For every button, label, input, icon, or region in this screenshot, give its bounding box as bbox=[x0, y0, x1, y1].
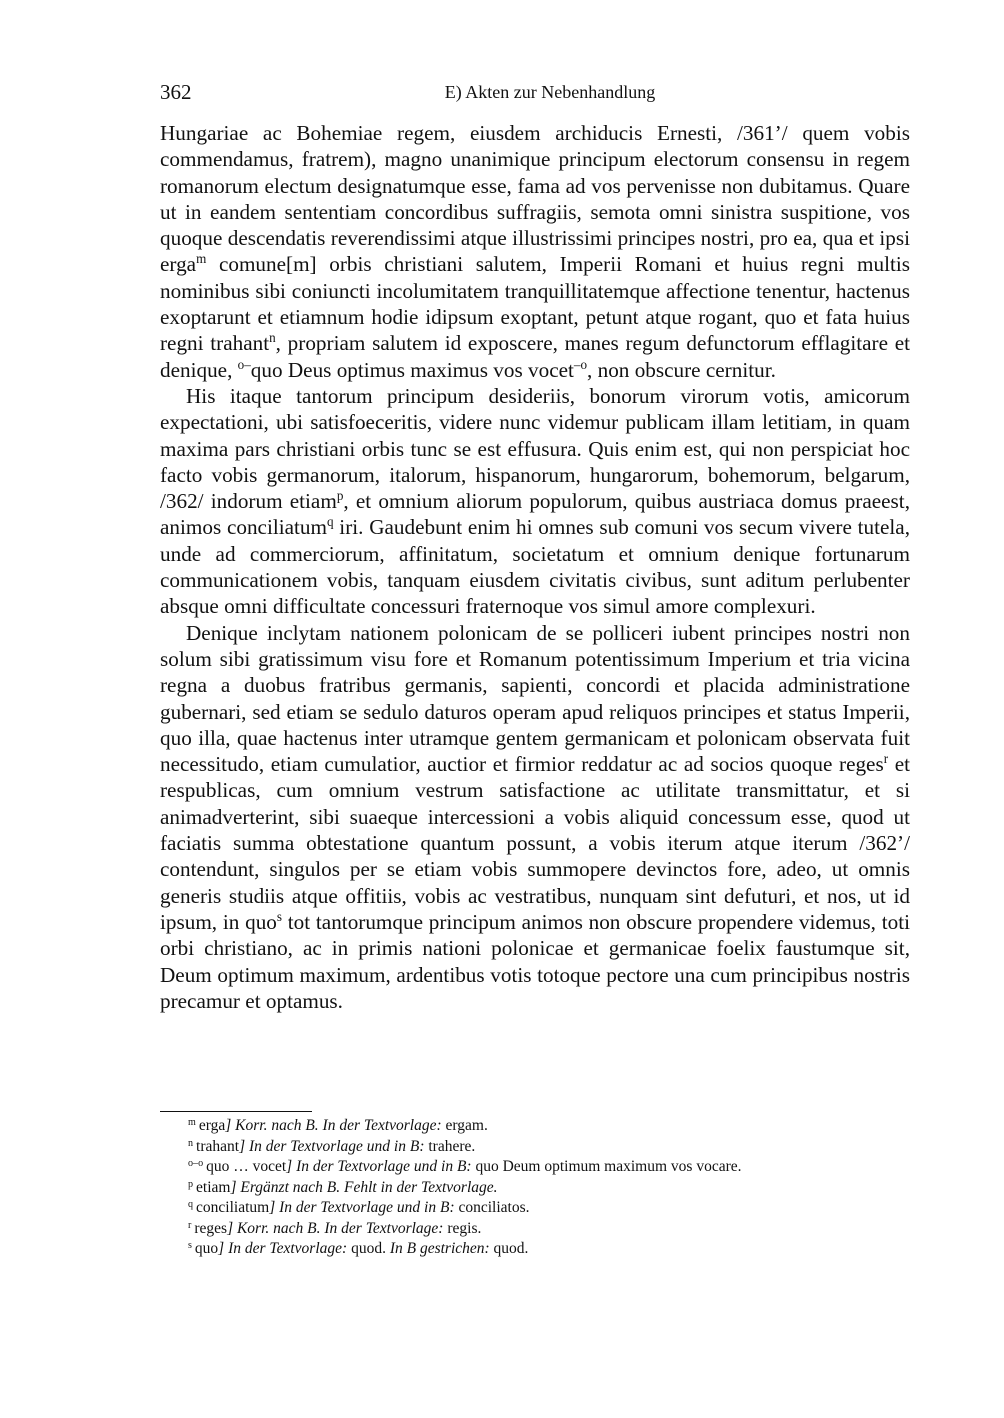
footnote-divider bbox=[160, 1111, 312, 1112]
footnote-lemma: quo bbox=[194, 1240, 219, 1257]
footnote-item bbox=[188, 1137, 908, 1158]
text-segment: His itaque tantorum principum desideriis, bonorum virorum votis, amicorum expectationi, ubi satisfoeceritis, videre nunc videmur publicam illam letitiam, in quam maxima pars christiani orbis tunc se est effusura. Quis enim est, qui non perspiciat hoc facto vobis germanorum, italorum, hispanorum, hungarorum, bohemorum, belgarum, /362/ indorum etiam bbox=[160, 383, 910, 514]
text-segment: et respublicas, cum omnium vestrum satisfactione ac utilitate transmittatur, et si animadverterint, sibi suaeque intercessioni a vobis aliquid concessum esse, quod ut faciatis summa obtestatione quantum possunt, a vobis iterum atque iterum /362’/ contendunt, singulos per se etiam vobis summopere devinctos fore, adeo, ut omnis generis studiis atque offitiis, vobis ac vestratibus, nunquam sint defuturi, et nos, ut id ipsum, in quo bbox=[160, 752, 910, 934]
text-segment: quo Deus optimus maximus vos vocet bbox=[250, 357, 574, 382]
text-segment: , et omnium aliorum populorum, quibus austriaca domus praeest, animos conciliatum bbox=[160, 489, 910, 540]
running-title: E) Akten zur Nebenhandlung bbox=[444, 82, 656, 102]
paragraph-2 bbox=[160, 383, 910, 620]
footnote-item bbox=[188, 1178, 908, 1199]
footnote-item bbox=[188, 1198, 908, 1219]
footnote-mark: p bbox=[188, 1178, 194, 1190]
text-segment: , propriam salutem id exposcere, manes regum defunctorum efflagitare et denique, bbox=[160, 331, 910, 382]
text-segment: comune[m] orbis christiani salutem, Imperii Romani et huius regni multis nominibus sibi coniuncti incolumitatem tranquillitatemque affectione tenentur, hactenus exoptarunt et etiamnum hodie idipsum exoptant, petunt atque rogant, quo et fata huius regni trahant bbox=[160, 252, 910, 356]
footnote-lemma: reges bbox=[194, 1219, 228, 1237]
footnote-item bbox=[188, 1239, 908, 1260]
footnote-lemma: trahant bbox=[196, 1137, 240, 1155]
footnote-text: quod. bbox=[489, 1240, 529, 1257]
footnote-lemma: etiam bbox=[196, 1178, 231, 1196]
text-segment: tot tantorumque principum animos non obscure propendere videmus, toti orbi christiano, ac in primis nationi polonicae et germanicae foelix faustumque sit, Deum optimum maximum, ardentibus votis totoque pectore una cum principibus nostris precamur et optamus. bbox=[160, 909, 911, 1013]
footnote-lemma: conciliatum bbox=[196, 1199, 270, 1216]
footnote-note: ] In der Textvorlage und in B: bbox=[286, 1158, 472, 1175]
paragraph-1 bbox=[160, 120, 910, 383]
footnote-lemma: erga bbox=[198, 1117, 226, 1134]
footnote-ref-o-open: o– bbox=[237, 356, 251, 372]
footnote-note: ] Korr. nach B. In der Textvorlage: bbox=[225, 1117, 442, 1134]
footnote-ref-s: s bbox=[276, 909, 283, 925]
text-segment: , non obscure cernitur. bbox=[587, 357, 776, 382]
footnote-ref-n: n bbox=[269, 330, 276, 346]
footnotes bbox=[188, 1116, 908, 1260]
footnote-ref-o-close: –o bbox=[573, 356, 588, 372]
footnote-item bbox=[188, 1219, 908, 1240]
footnote-mark: o–o bbox=[188, 1158, 204, 1170]
page-number: 362 bbox=[160, 80, 192, 104]
footnote-text: quod. bbox=[347, 1240, 390, 1257]
text-segment: Hungariae ac Bohemiae regem, eiusdem archiducis Ernesti, /361’/ quem vobis commendamus, fratrem), magno unanimique principum electorum consensu in regem romanorum electum designatumque esse, fama ad vos pervenisse non dubitamus. Quare ut in eandem sententiam concordibus suffragiis, semota omni sinistra suspitione, vos quoque descendatis reverendissimi atque illustrissimi principes nostri, pro ea, qua et ipsi erga bbox=[160, 121, 910, 277]
footnote-mark: q bbox=[188, 1199, 194, 1211]
footnote-ref-p: p bbox=[336, 488, 344, 504]
footnote-text: quo Deum optimum maximum vos vocare. bbox=[471, 1158, 742, 1175]
text-segment: Denique inclytam nationem polonicam de se polliceri iubent principes nostri non solum sibi gratissimum visu fore et Romanum potentissimum Imperium et tria vicina regna a duobus fratribus germanis, sapienti, concordi et placida administratione gubernari, sed etiam se sedulo daturos operam apud reliquos principes et status Imperii, quo illa, quae hactenus inter utramque gentem germanicam et polonicam observata fuit necessitudo, etiam cumulatior, auctior et firmior reddatur ac ad socios quoque reges bbox=[160, 620, 910, 777]
footnote-mark: r bbox=[188, 1219, 192, 1231]
paragraph-3 bbox=[160, 620, 910, 1014]
footnote-text: ergam. bbox=[441, 1117, 488, 1134]
footnote-note: ] Ergänzt nach B. Fehlt in der Textvorlage. bbox=[230, 1178, 498, 1196]
footnote-mark: n bbox=[188, 1137, 194, 1149]
footnote-item bbox=[188, 1116, 908, 1137]
footnote-note: ] In der Textvorlage und in B: bbox=[239, 1137, 425, 1155]
footnote-mark: s bbox=[188, 1240, 192, 1252]
footnote-note: ] In der Textvorlage: bbox=[218, 1240, 348, 1257]
text-segment: iri. Gaudebunt enim hi omnes sub comuni vos secum vivere tutela, unde ad commerciorum, affinitatum, societatum et omnium denique fortunarum communicationem vobis, tanquam eiusdem civitatis civibus, sunt aditum perlubenter absque omni difficultate concessuri fraternoque vos simul amore complexuri. bbox=[160, 515, 910, 619]
page-header bbox=[160, 80, 910, 110]
footnote-item bbox=[188, 1157, 908, 1178]
footnote-text: trahere. bbox=[424, 1137, 476, 1155]
footnote-text: conciliatos. bbox=[454, 1199, 530, 1216]
footnote-ref-m: m bbox=[196, 251, 207, 267]
footnote-note: ] In der Textvorlage und in B: bbox=[269, 1199, 455, 1216]
footnote-note: ] Korr. nach B. In der Textvorlage: bbox=[227, 1219, 444, 1237]
footnote-mark: m bbox=[188, 1117, 196, 1129]
footnote-text: regis. bbox=[443, 1219, 482, 1237]
footnote-ref-q: q bbox=[326, 514, 334, 530]
footnote-note: In B gestrichen: bbox=[389, 1240, 490, 1257]
main-text bbox=[160, 120, 910, 1014]
footnote-ref-r: r bbox=[883, 751, 889, 767]
footnote-lemma: quo … vocet bbox=[206, 1158, 287, 1175]
